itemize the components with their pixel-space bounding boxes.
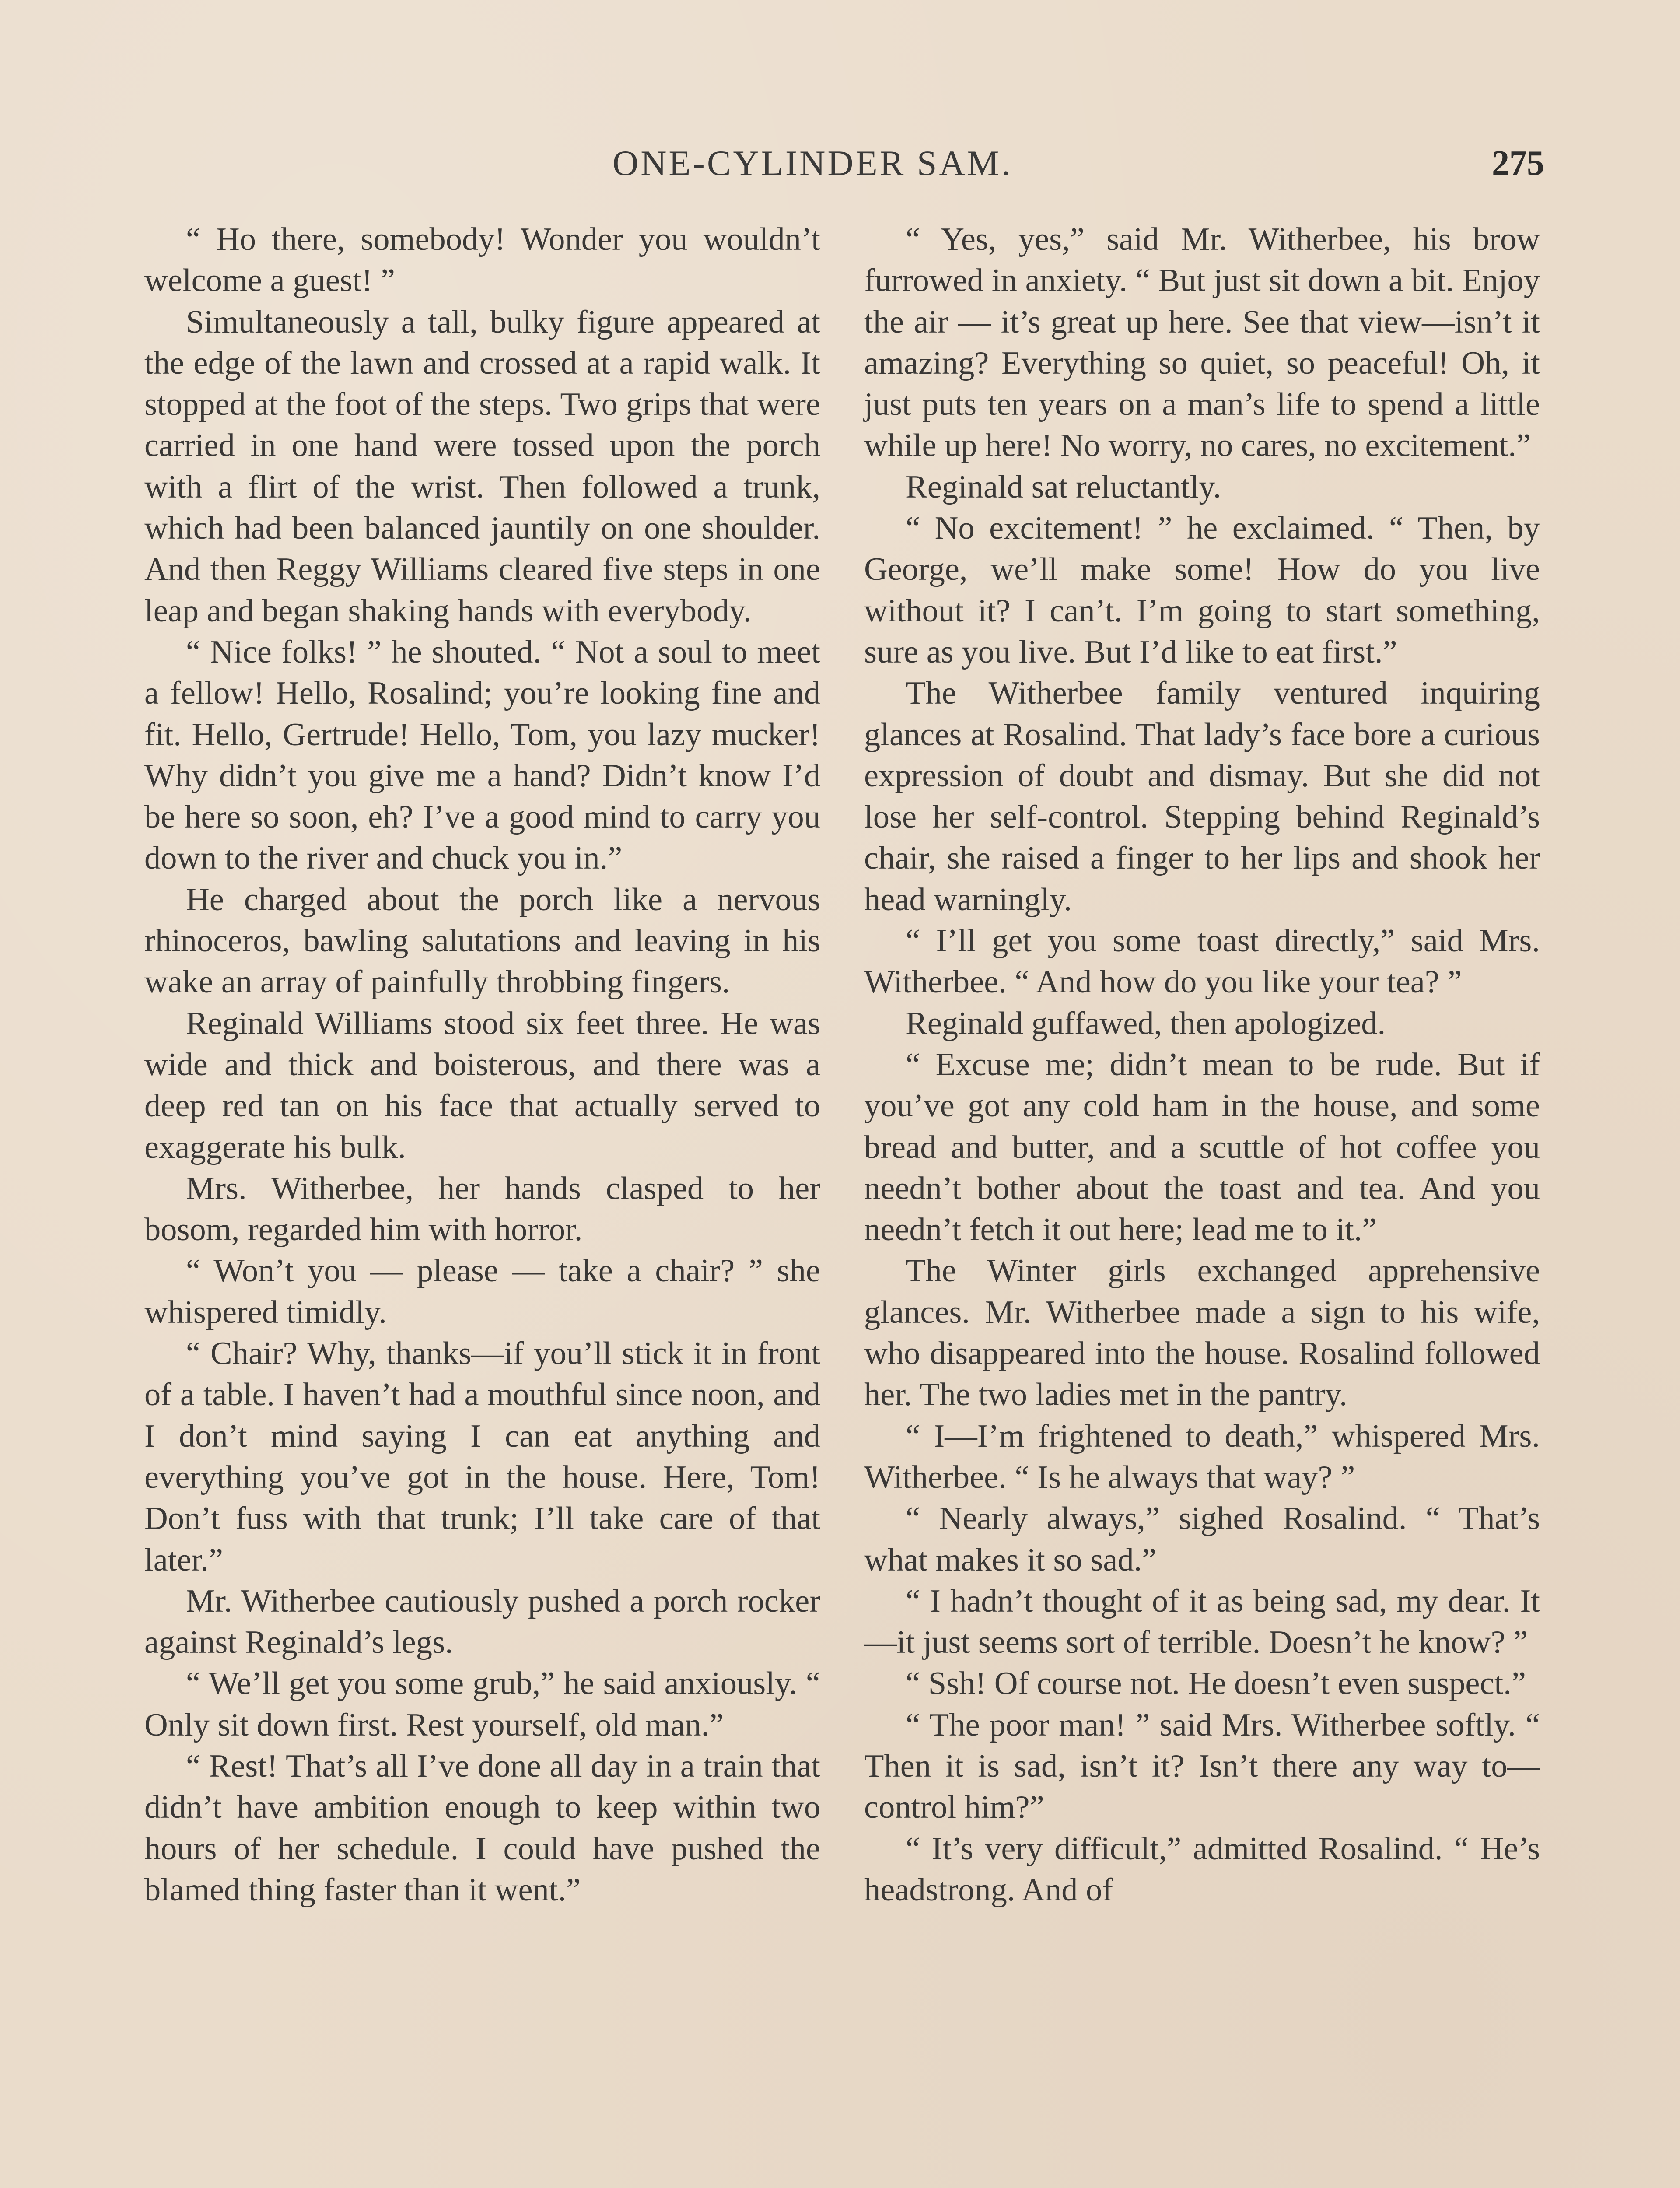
paragraph: “ Ho there, somebody! Wonder you wouldn’t welcome a guest! ”	[144, 221, 820, 299]
paragraph: “ Won’t you — please — take a chair? ” she whispered timidly.	[144, 1253, 820, 1330]
paragraph: Reginald guffawed, then apologized.	[906, 1005, 1386, 1041]
paragraph: He charged about the porch like a nervous rhinoceros, bawling salutations and leaving in his wake an array of painfully throbbing fingers.	[144, 881, 820, 1000]
paragraph: “ It’s very difficult,” admitted Rosalind. “ He’s headstrong. And of	[864, 1830, 1540, 1908]
paragraph: Reginald sat reluctantly.	[906, 469, 1222, 505]
paragraph: “ The poor man! ” said Mrs. Witherbee softly. “ Then it is sad, isn’t it? Isn’t there any way to—control him?”	[864, 1707, 1540, 1826]
paragraph: “ I’ll get you some toast directly,” said Mrs. Witherbee. “ And how do you like your tea? ”	[864, 923, 1540, 1000]
paragraph: Simultaneously a tall, bulky figure appeared at the edge of the lawn and crossed at a rapid walk. It stopped at the foot of the steps. Two grips that were carried in one hand were tossed upon the porch with a flirt of the wrist. Then followed a trunk, which had been balanced jauntily on one shoulder. And then Reggy Williams cleared five steps in one leap and began shaking hands with everybody.	[144, 304, 820, 629]
paragraph: “ Nice folks! ” he shouted. “ Not a soul to meet a fellow! Hello, Rosalind; you’re looking fine and fit. Hello, Gertrude! Hello, Tom, you lazy mucker! Why didn’t you give me a hand? Didn’t know I’d be here so soon, eh? I’ve a good mind to carry you down to the river and chuck you in.”	[144, 634, 820, 877]
paragraph: “ No excitement! ” he exclaimed. “ Then, by George, we’ll make some! How do you live without it? I can’t. I’m going to start something, sure as you live. But I’d like to eat first.”	[864, 510, 1540, 670]
paragraph: “ Chair? Why, thanks—if you’ll stick it in front of a table. I haven’t had a mouthful since noon, and I don’t mind saying I can eat anything and everything you’ve got in the house. Here, Tom! Don’t fuss with that trunk; I’ll take care of that later.”	[144, 1336, 820, 1578]
paragraph: “ Yes, yes,” said Mr. Witherbee, his brow furrowed in anxiety. “ But just sit down a bit. Enjoy the air — it’s great up here. See that view—isn’t it amazing? Everything so quiet, so peaceful! Oh, it just puts ten years on a man’s life to spend a little while up here! No worry, no cares, no excitement.”	[864, 221, 1540, 464]
running-title: ONE-CYLINDER SAM.	[612, 143, 1013, 183]
paragraph: The Witherbee family ventured inquiring glances at Rosalind. That lady’s face bore a curious expression of doubt and dismay. But she did not lose her self-control. Stepping behind Reginald’s chair, she raised a finger to her lips and shook her head warningly.	[864, 675, 1540, 918]
paragraph: “ I—I’m frightened to death,” whispered Mrs. Witherbee. “ Is he always that way? ”	[864, 1418, 1540, 1495]
paragraph: The Winter girls exchanged apprehensive glances. Mr. Witherbee made a sign to his wife, who disappeared into the house. Rosalind followed her. The two ladies met in the pantry.	[864, 1253, 1540, 1413]
paragraph: Reginald Williams stood six feet three. He was wide and thick and boisterous, and there was a deep red tan on his face that actually served to exaggerate his bulk.	[144, 1005, 820, 1165]
left-text-column	[144, 219, 820, 1911]
paragraph: Mr. Witherbee cautiously pushed a porch rocker against Reginald’s legs.	[144, 1583, 820, 1661]
paragraph: “ We’ll get you some grub,” he said anxiously. “ Only sit down first. Rest yourself, old man.”	[144, 1666, 820, 1743]
right-text-column	[864, 219, 1540, 1911]
paragraph: “ Rest! That’s all I’ve done all day in a train that didn’t have ambition enough to keep within two hours of her schedule. I could have pushed the blamed thing faster than it went.”	[144, 1748, 820, 1908]
page-number: 275	[1492, 144, 1544, 182]
running-head	[144, 139, 1544, 187]
paragraph: “ Excuse me; didn’t mean to be rude. But if you’ve got any cold ham in the house, and some bread and butter, and a scuttle of hot coffee you needn’t bother about the toast and tea. And you needn’t fetch it out here; lead me to it.”	[864, 1046, 1540, 1248]
paragraph: Mrs. Witherbee, her hands clasped to her bosom, regarded him with horror.	[144, 1170, 820, 1248]
paragraph: “ Nearly always,” sighed Rosalind. “ That’s what makes it so sad.”	[864, 1501, 1540, 1578]
paragraph: “ Ssh! Of course not. He doesn’t even suspect.”	[906, 1666, 1526, 1702]
paragraph: “ I hadn’t thought of it as being sad, my dear. It—it just seems sort of terrible. Doesn’t he know? ”	[864, 1583, 1540, 1661]
